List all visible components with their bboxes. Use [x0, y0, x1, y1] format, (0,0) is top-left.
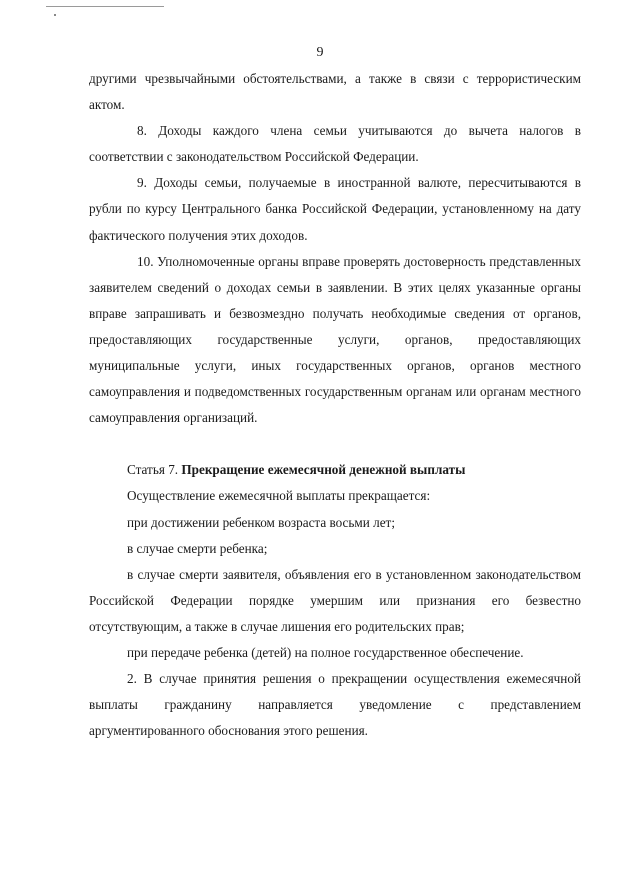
paragraph-item-10: 10. Уполномоченные органы вправе проверять достоверность представленных заявителем сведений о доходах семьи в заявлении. В этих целях указанные органы вправе запрашивать и безвозмездно получать необходимые сведения от органов, предоставляющих государственные услуги, органов, предоставляющих муниципальные услуги, иных государственных органов, органов местного самоуправления и подведомственных государственным органам или органам местного самоуправления организаций.	[89, 253, 581, 426]
scan-artifact-dot	[54, 14, 56, 16]
paragraph-continuation: другими чрезвычайными обстоятельствами, а также в связи с террористическим актом.	[89, 71, 581, 113]
list-item-age: при достижении ребенком возраста восьми лет;	[127, 514, 395, 530]
paragraph-item-2: 2. В случае принятия решения о прекращении осуществления ежемесячной выплаты гражданину направляется уведомление с представлением аргументированного обоснования этого решения.	[89, 671, 581, 739]
paragraph-item-8: 8. Доходы каждого члена семьи учитываются до вычета налогов в соответствии с законодательством Российской Федерации.	[89, 123, 581, 165]
section-spacer	[89, 431, 581, 457]
scan-artifact-line	[46, 6, 164, 7]
list-item-child-death: в случае смерти ребенка;	[127, 540, 268, 556]
article-number: Статья 7.	[127, 462, 182, 478]
article-title: Прекращение ежемесячной денежной выплаты	[181, 462, 466, 478]
paragraph-article-intro: Осуществление ежемесячной выплаты прекращается:	[127, 488, 431, 504]
paragraph-item-9: 9. Доходы семьи, получаемые в иностранной валюте, пересчитываются в рубли по курсу Центрального банка Российской Федерации, установленному на дату фактического получения этих доходов.	[89, 175, 581, 243]
page-number: 9	[316, 45, 324, 60]
article-heading	[89, 457, 581, 483]
list-item-applicant-death: в случае смерти заявителя, объявления его в установленном законодательством Российской Федерации порядке умершим или признания его безвестно отсутствующим, а также в случае лишения его родительских прав;	[89, 566, 581, 634]
list-item-state-care: при передаче ребенка (детей) на полное государственное обеспечение.	[127, 644, 524, 660]
document-body	[89, 66, 581, 744]
